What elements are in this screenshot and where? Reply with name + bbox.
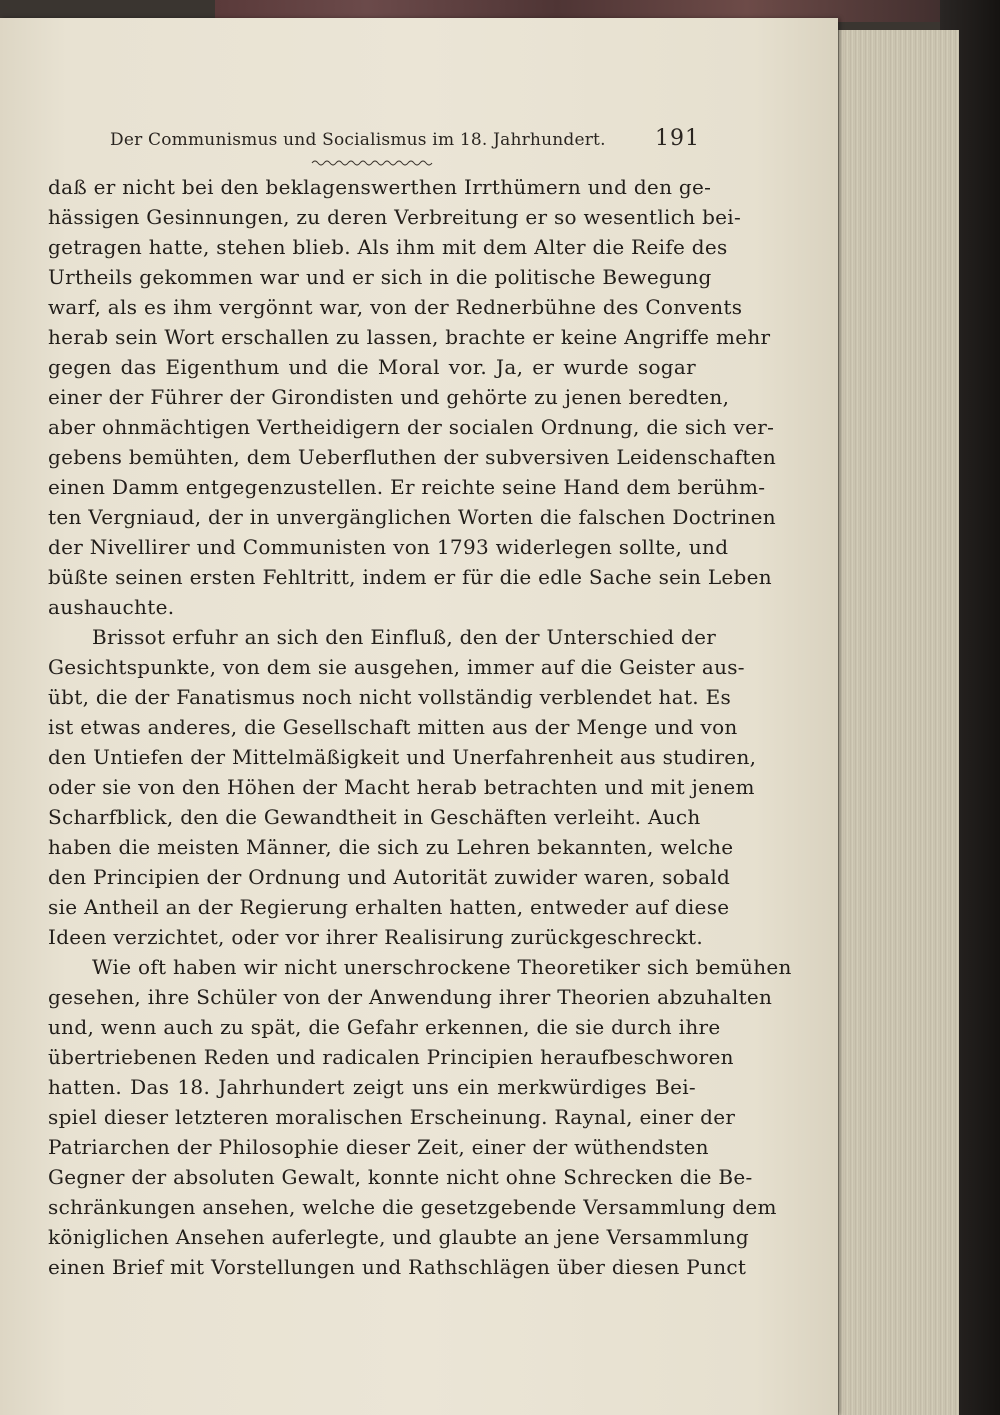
text-line: gebens bemühten, dem Ueberfluthen der subversiven Leidenschaften (48, 445, 777, 469)
text-line: königlichen Ansehen auferlegte, und glaubte an jene Versammlung (48, 1225, 750, 1249)
text-line: einer der Führer der Girondisten und gehörte zu jenen beredten, (48, 385, 730, 409)
text-line: Patriarchen der Philosophie dieser Zeit, einer der wüthendsten (48, 1135, 709, 1159)
text-line: ist etwas anderes, die Gesellschaft mitten aus der Menge und von (48, 715, 738, 739)
text-line: Wie oft haben wir nicht unerschrockene Theoretiker sich bemühen (92, 955, 792, 979)
page-stack-edges (838, 30, 959, 1415)
text-line: Gesichtspunkte, von dem sie ausgehen, immer auf die Geister aus- (48, 655, 745, 679)
text-line: Scharfblick, den die Gewandtheit in Geschäften verleiht. Auch (48, 805, 701, 829)
text-line: hässigen Gesinnungen, zu deren Verbreitung er so wesentlich bei- (48, 205, 742, 229)
body-text (48, 172, 792, 1282)
text-line: aber ohnmächtigen Vertheidigern der socialen Ordnung, die sich ver- (48, 415, 775, 439)
text-line: Ideen verzichtet, oder vor ihrer Realisirung zurückgeschreckt. (48, 925, 704, 949)
text-line: Gegner der absoluten Gewalt, konnte nicht ohne Schrecken die Be- (48, 1165, 753, 1189)
text-line: den Principien der Ordnung und Autorität zuwider waren, sobald (48, 865, 731, 889)
text-line: warf, als es ihm vergönnt war, von der Rednerbühne des Convents (48, 295, 743, 319)
page-number: 191 (655, 126, 700, 151)
text-line: Urtheils gekommen war und er sich in die politische Bewegung (48, 265, 712, 289)
text-line: den Untiefen der Mittelmäßigkeit und Unerfahrenheit aus studiren, (48, 745, 757, 769)
text-line: einen Damm entgegenzustellen. Er reichte seine Hand dem berühm- (48, 475, 766, 499)
text-line: haben die meisten Männer, die sich zu Lehren bekannten, welche (48, 835, 734, 859)
text-line: büßte seinen ersten Fehltritt, indem er für die edle Sache sein Leben (48, 565, 772, 589)
text-line: sie Antheil an der Regierung erhalten hatten, entweder auf diese (48, 895, 730, 919)
text-line: gesehen, ihre Schüler von der Anwendung ihrer Theorien abzuhalten (48, 985, 773, 1009)
text-line: übertriebenen Reden und radicalen Principien heraufbeschworen (48, 1045, 734, 1069)
text-line: spiel dieser letzteren moralischen Erscheinung. Raynal, einer der (48, 1105, 736, 1129)
text-line: getragen hatte, stehen blieb. Als ihm mit dem Alter die Reife des (48, 235, 728, 259)
text-line: aushauchte. (48, 595, 175, 619)
text-line: gegen das Eigenthum und die Moral vor. Ja, er wurde sogar (48, 355, 696, 379)
text-line: herab sein Wort erschallen zu lassen, brachte er keine Angriffe mehr (48, 325, 771, 349)
text-line: und, wenn auch zu spät, die Gefahr erkennen, die sie durch ihre (48, 1015, 721, 1039)
text-line: hatten. Das 18. Jahrhundert zeigt uns ein merkwürdiges Bei- (48, 1075, 696, 1099)
text-line: schränkungen ansehen, welche die gesetzgebende Versammlung dem (48, 1195, 777, 1219)
text-line: der Nivellirer und Communisten von 1793 widerlegen sollte, und (48, 535, 729, 559)
text-line: übt, die der Fanatismus noch nicht vollständig verblendet hat. Es (48, 685, 732, 709)
text-line: daß er nicht bei den beklagenswerthen Irrthümern und den ge- (48, 175, 712, 199)
text-line: Brissot erfuhr an sich den Einfluß, den der Unterschied der (92, 625, 717, 649)
running-title: Der Communismus und Socialismus im 18. Jahrhundert. (110, 130, 606, 150)
text-line: ten Vergniaud, der in unvergänglichen Worten die falschen Doctrinen (48, 505, 776, 529)
header-ornament (312, 158, 432, 168)
text-line: oder sie von den Höhen der Macht herab betrachten und mit jenem (48, 775, 755, 799)
text-line: einen Brief mit Vorstellungen und Rathschlägen über diesen Punct (48, 1255, 747, 1279)
page-header (110, 126, 700, 156)
